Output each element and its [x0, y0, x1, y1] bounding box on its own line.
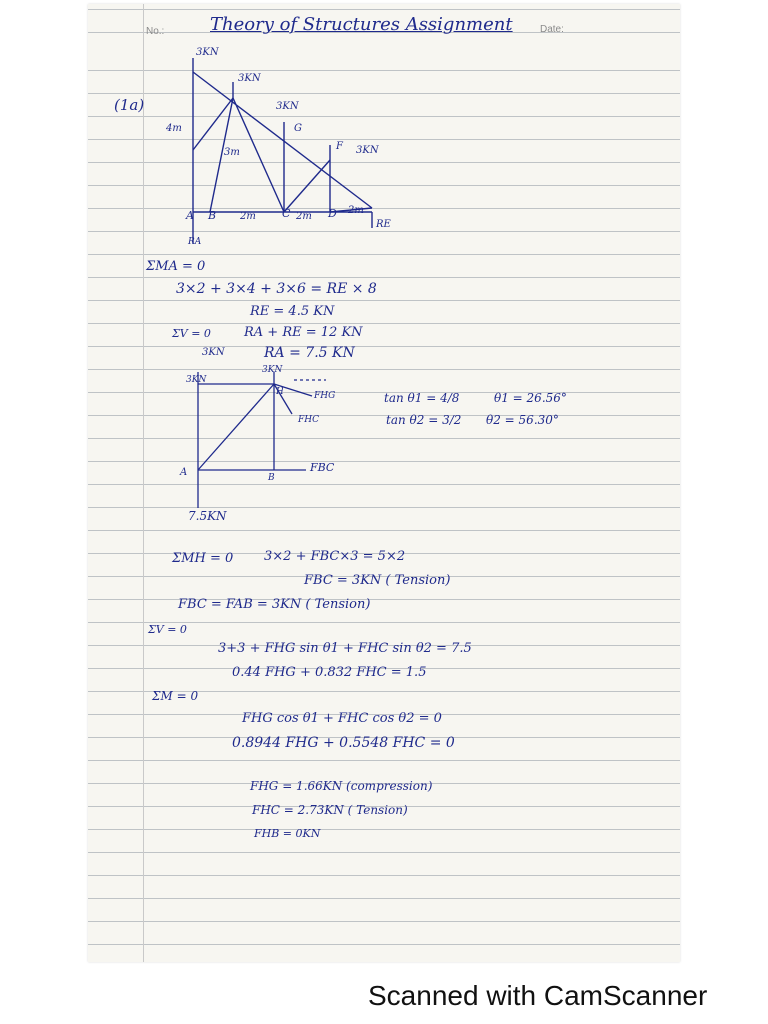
calc-horizontal-balance: FHG cos θ1 + FHC cos θ2 = 0 — [242, 711, 442, 726]
truss-node-d: D — [328, 207, 337, 220]
truss-span-3: 2m — [348, 205, 364, 216]
truss-span-2: 2m — [296, 211, 312, 222]
truss-height-3m: 3m — [224, 147, 240, 158]
fbd-label-fbc: FBC — [310, 461, 335, 474]
fbd-load-top: 3KN — [262, 365, 283, 375]
eq-ra-result: RA = 7.5 KN — [264, 345, 355, 361]
fbd-label-fhg: FHG — [314, 391, 336, 401]
calc-fhc-result: FHC = 2.73KN ( Tension) — [252, 803, 408, 817]
truss-load-g: 3KN — [276, 101, 299, 112]
fbd-load-left-top: 3KN — [202, 347, 225, 358]
truss-node-g: G — [294, 123, 302, 134]
eq-sum-vertical: ΣV = 0 — [172, 327, 211, 340]
fbd-tan-theta1: tan θ1 = 4/8 — [384, 391, 460, 405]
fbd-theta2-value: θ2 = 56.30° — [486, 413, 559, 427]
calc-moment-h-balance: 3×2 + FBC×3 = 5×2 — [264, 549, 406, 564]
eq-moment-balance: 3×2 + 3×4 + 3×6 = RE × 8 — [176, 281, 377, 297]
truss-reaction-a: RA — [188, 237, 202, 247]
fbd-load-left: 3KN — [186, 375, 207, 385]
eq-re-result: RE = 4.5 KN — [250, 304, 335, 319]
truss-load-mid: 3KN — [238, 73, 261, 84]
calc-fhg-result: FHG = 1.66KN (compression) — [250, 779, 433, 793]
truss-load-f: 3KN — [356, 145, 379, 156]
fbd-node-h: H — [276, 387, 284, 397]
question-label: (1a) — [114, 96, 145, 114]
calc-fbc-result: FBC = 3KN ( Tension) — [304, 573, 451, 588]
fbd-tan-theta2: tan θ2 = 3/2 — [386, 413, 462, 427]
calc-vertical-coeff: 0.44 FHG + 0.832 FHC = 1.5 — [232, 665, 427, 680]
assignment-title: Theory of Structures Assignment — [210, 14, 513, 35]
calc-sum-moment: ΣM = 0 — [152, 689, 199, 703]
truss-height-4m: 4m — [166, 123, 182, 134]
calc-horizontal-coeff: 0.8944 FHG + 0.5548 FHC = 0 — [232, 735, 455, 751]
camscanner-watermark: Scanned with CamScanner — [368, 980, 708, 1011]
calc-vertical-balance: 3+3 + FHG sin θ1 + FHC sin θ2 = 7.5 — [218, 641, 472, 656]
calc-sum-vertical: ΣV = 0 — [148, 623, 187, 636]
truss-span-1: 2m — [240, 211, 256, 222]
fbd-reaction: 7.5KN — [188, 509, 227, 523]
eq-sum-moment-a: ΣMA = 0 — [146, 259, 206, 274]
calc-sum-moment-h: ΣMH = 0 — [172, 551, 234, 566]
calc-fbc-fab: FBC = FAB = 3KN ( Tension) — [178, 597, 371, 612]
eq-reaction-sum: RA + RE = 12 KN — [244, 325, 363, 340]
fbd-label-fhc: FHC — [298, 415, 319, 425]
calc-fhb-result: FHB = 0KN — [254, 827, 321, 840]
truss-node-f: F — [336, 141, 343, 152]
truss-node-b: B — [208, 209, 217, 222]
truss-node-c: C — [282, 207, 291, 220]
fbd-node-b: B — [268, 473, 275, 483]
fbd-theta1-value: θ1 = 26.56° — [494, 391, 567, 405]
truss-reaction-e: RE — [376, 219, 391, 230]
truss-load-top: 3KN — [196, 47, 219, 58]
header-no-label: No.: — [146, 26, 165, 37]
header-date-label: Date: — [540, 24, 564, 35]
fbd-node-a: A — [180, 467, 188, 478]
truss-node-a: A — [186, 209, 194, 222]
